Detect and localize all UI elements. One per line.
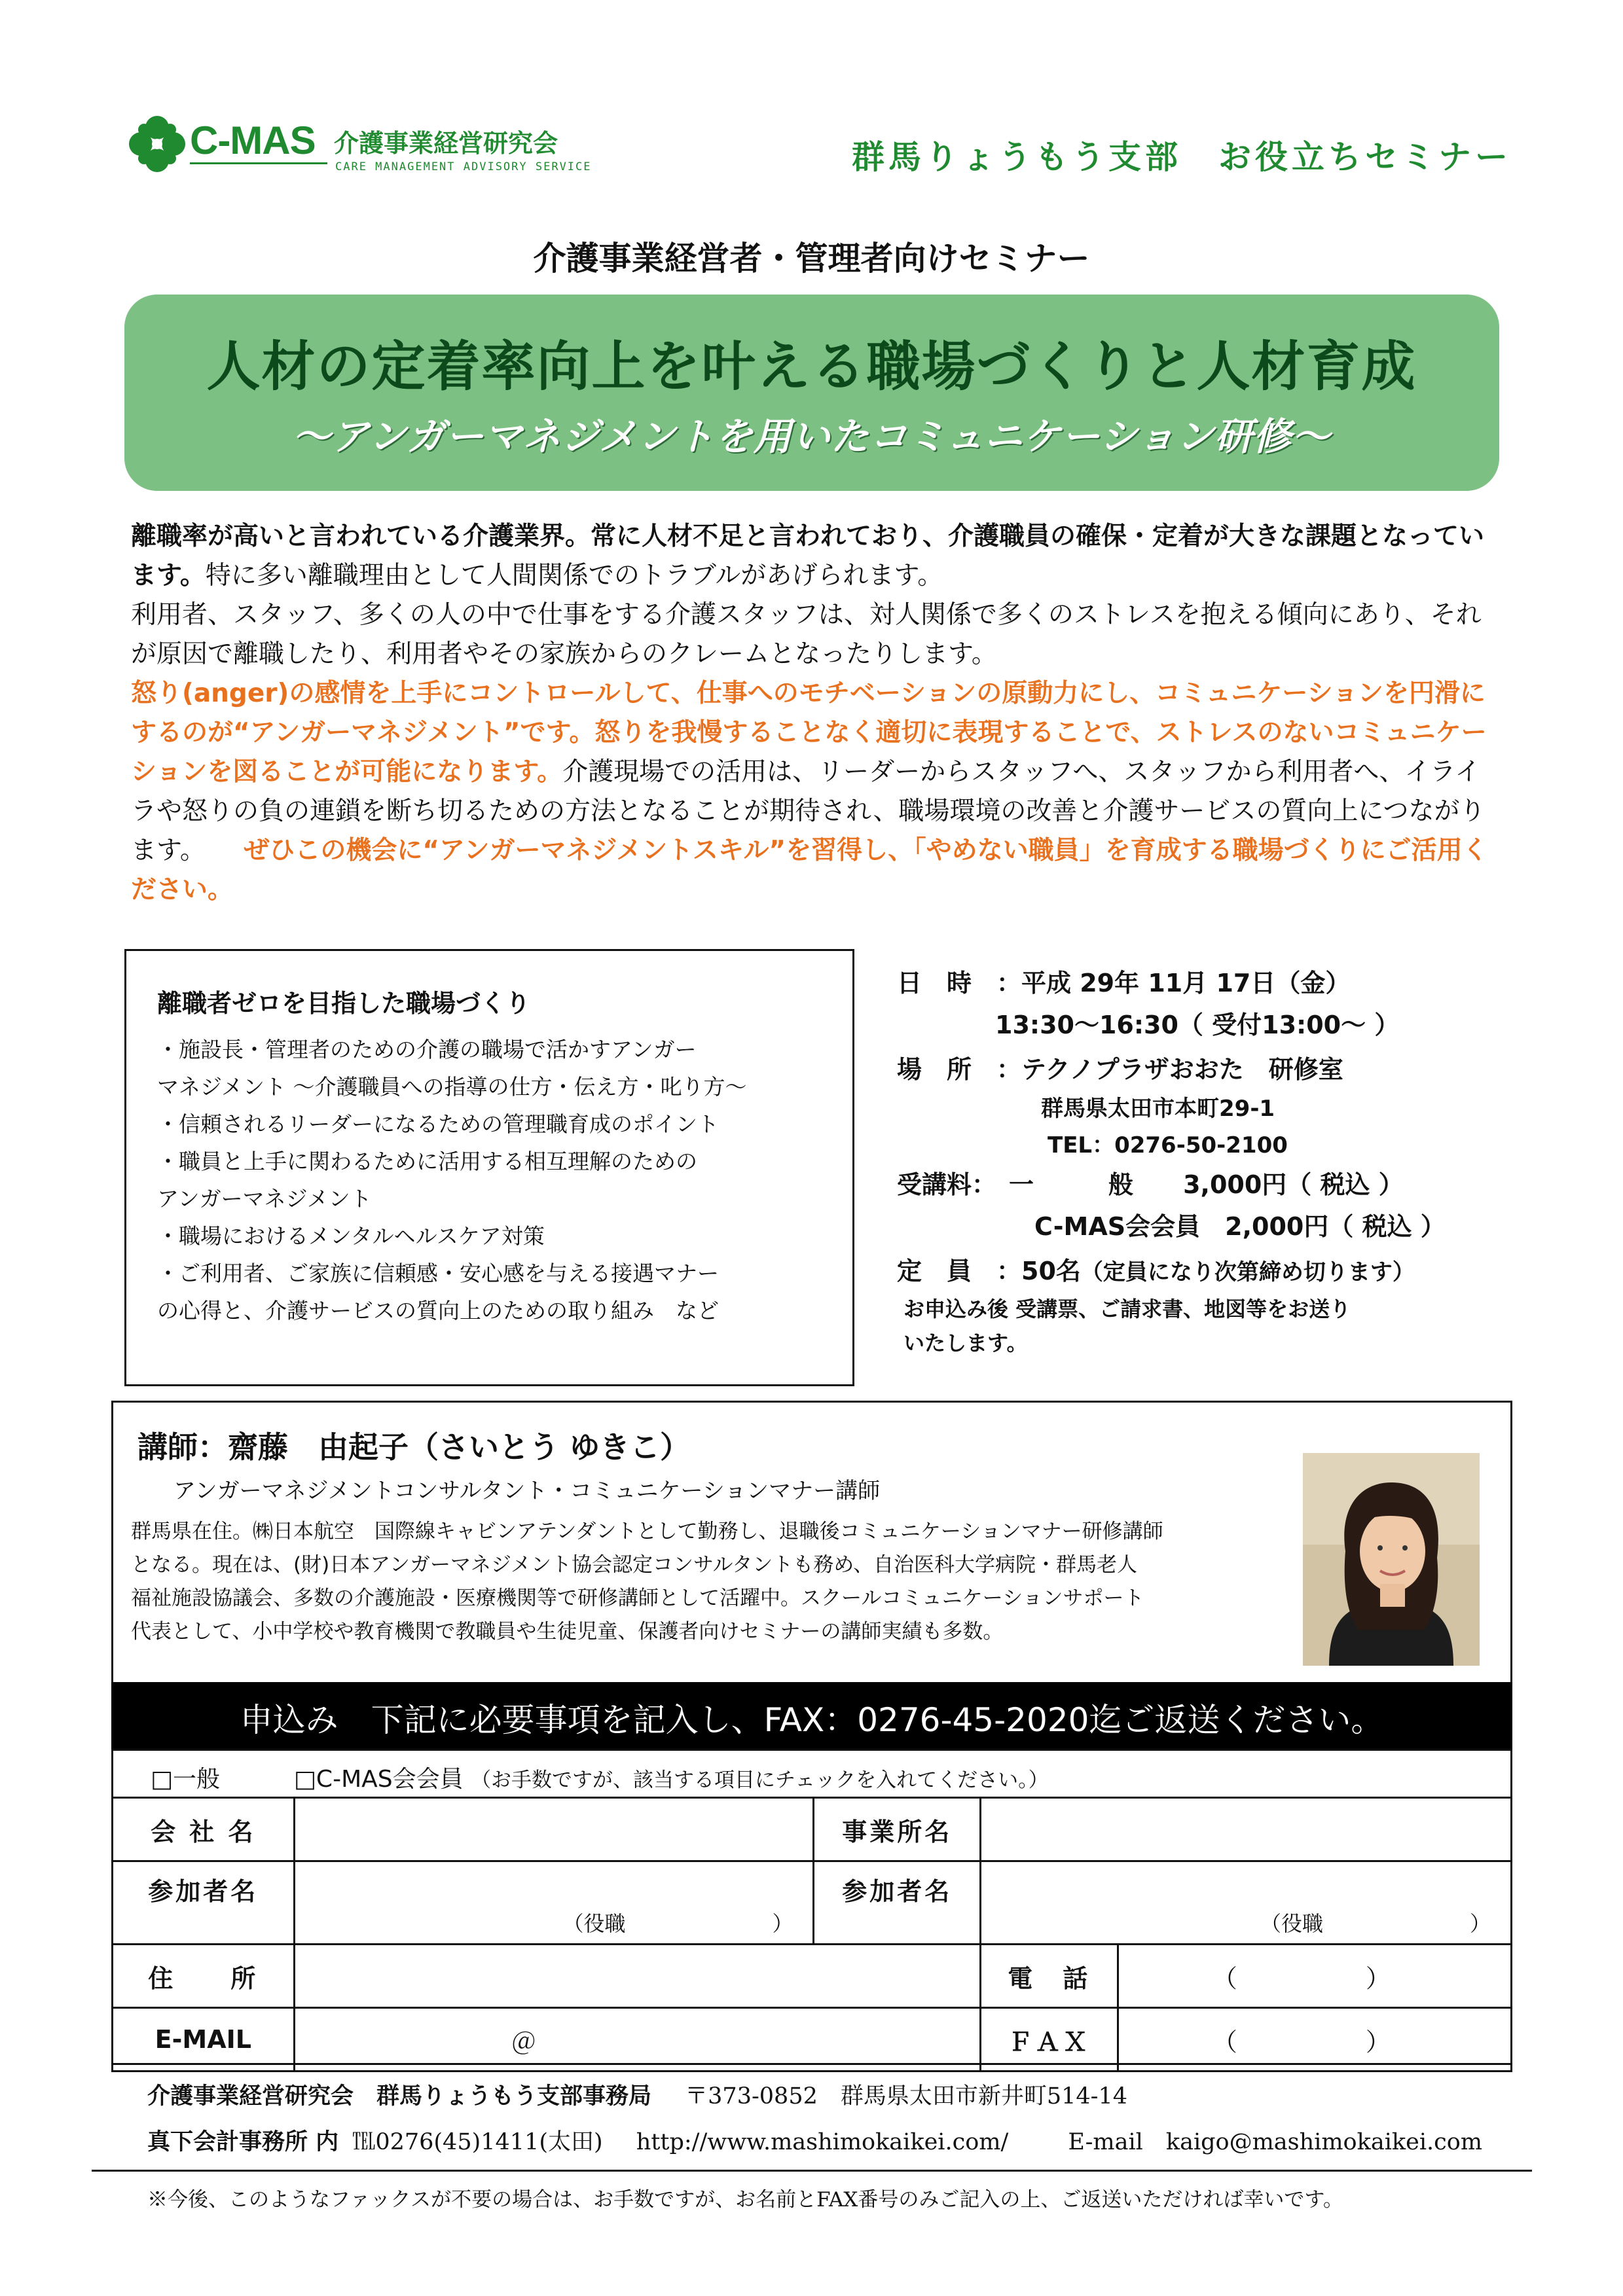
footer-email[interactable]: E-mail kaigo@mashimokaikei.com xyxy=(1068,2129,1483,2155)
bio-line: 代表として、小中学校や教育機関で教職員や生徒児童、保護者向けセミナーの講師実績も多数。 xyxy=(131,1620,1004,1643)
footer-office-address: 〒373-0852 群馬県太田市新井町514-14 xyxy=(685,2083,1128,2109)
date-label: 日 時 ： xyxy=(897,969,1022,997)
checkbox-member[interactable]: □C-MAS会会員 xyxy=(293,1766,464,1793)
event-time: 13:30～16:30（ 受付13:00～ ） xyxy=(995,1011,1400,1039)
program-line: ・職場におけるメンタルヘルスケア対策 xyxy=(157,1223,545,1249)
fax-label: ＦＡＸ xyxy=(980,2008,1118,2072)
fee-general-label: 一 般 xyxy=(1009,1170,1134,1199)
intro-p1-bold: 離職率が高いと言われている介護業界。常に人材不足と言われており、介護職員の確保・定着が大きな課題となっています。 xyxy=(131,522,1485,590)
place-address: 群馬県太田市本町29-1 xyxy=(1041,1096,1275,1122)
program-line: ・職員と上手に関わるために活用する相互理解のための xyxy=(157,1149,697,1174)
notice-line-1: お申込み後 受講票、ご請求書、地図等をお送り xyxy=(903,1297,1351,1321)
org-name-en: CARE MANAGEMENT ADVISORY SERVICE xyxy=(335,160,592,173)
cmas-logo xyxy=(124,111,592,190)
lecturer-bio xyxy=(131,1515,1283,1649)
intro-text xyxy=(131,517,1506,910)
intro-p1-rest: 特に多い離職理由として人間関係でのトラブルがあげられます。 xyxy=(205,561,943,590)
program-line: ・ご利用者、ご家族に信頼感・安心感を与える接遇マナー xyxy=(157,1261,719,1286)
email-field[interactable] xyxy=(294,2008,980,2072)
program-line: アンガーマネジメント xyxy=(157,1186,372,1211)
logo-wordmark: C-MAS xyxy=(190,118,316,162)
seminar-subtitle: ～アンガーマネジメントを用いたコミュニケーション研修～ xyxy=(292,414,1331,459)
logo-underline xyxy=(190,162,327,164)
table-row xyxy=(113,1861,1512,1945)
footer-note: ※今後、このようなファックスが不要の場合は、お手数ですが、お名前とFAX番号のみご記入の上、ご返送いただければ幸いです。 xyxy=(147,2188,1343,2212)
fee-label: 受講料： xyxy=(897,1170,985,1199)
notice-line-2: いたします。 xyxy=(903,1331,1028,1355)
fee-general: 3,000円（ 税込 ） xyxy=(1183,1170,1404,1199)
bio-line: 福祉施設協議会、多数の介護施設・医療機関等で研修講師として活躍中。スクールコミュニケーションサポート xyxy=(131,1587,1144,1610)
program-heading: 離職者ゼロを目指した職場づくり xyxy=(157,989,531,1018)
footer-divider xyxy=(92,2170,1532,2172)
apply-instructions: 申込み 下記に必要事項を記入し、FAX：0276-45-2020迄ご返送ください。 xyxy=(240,1701,1384,1739)
capacity-note: （定員になり次第締め切ります） xyxy=(1080,1259,1415,1285)
company-field[interactable] xyxy=(294,1798,814,1861)
position1: （役職 ） xyxy=(562,1911,793,1936)
office-field[interactable] xyxy=(980,1798,1511,1861)
footer-office-name: 介護事業経営研究会 群馬りょうもう支部事務局 xyxy=(147,2083,652,2109)
phone-field[interactable]: （ ） xyxy=(1118,1945,1511,2008)
place-tel: TEL：0276-50-2100 xyxy=(1048,1132,1288,1158)
form-table xyxy=(111,1797,1512,2072)
phone-label: 電 話 xyxy=(980,1945,1118,2008)
lecturer-name: 講師：齋藤 由起子（さいとう ゆきこ） xyxy=(137,1429,691,1465)
capacity-label: 定 員 ： xyxy=(897,1257,1022,1285)
program-line: マネジメント ～介護職員への指導の仕方・伝え方・叱り方～ xyxy=(157,1074,747,1100)
participant2-field[interactable] xyxy=(980,1861,1511,1945)
membership-checkboxes xyxy=(151,1761,1049,1794)
footer-contact xyxy=(147,2124,1482,2157)
participant2-label: 参加者名 xyxy=(814,1861,980,1945)
seminar-title: 人材の定着率向上を叶える職場づくりと人材育成 xyxy=(206,336,1417,398)
checkbox-note: （お手数ですが、該当する項目にチェックを入れてください。） xyxy=(471,1768,1049,1792)
intro-p3-orange2: ぜひこの機会に“アンガーマネジメントスキル”を習得し、「やめない職員」を育成する職場づくりにご活用ください。 xyxy=(131,836,1488,905)
fee-member-label: C-MAS会会員 xyxy=(1034,1212,1201,1241)
intro-p3-orange: 怒り(anger)の感情を上手にコントロールして、仕事へのモチベーションの原動力にし、コミュニケーションを円滑にするのが“アンガーマネジメント”です。怒りを我慢することなく適切に表現することで、ストレスのないコミュニケーションを図ることが可能になります。 xyxy=(131,679,1487,787)
bio-line: となる。現在は、(財)日本アンガーマネジメント協会認定コンサルタントも務め、自治医科大学病院・群馬老人 xyxy=(131,1553,1137,1577)
position2: （役職 ） xyxy=(1260,1911,1491,1936)
intro-p3-rest: 介護現場での活用は、リーダーからスタッフへ、スタッフから利用者へ、イライラや怒りの負の連鎖を断ち切るための方法となることが期待され、職場環境の改善と介護サービスの質向上につながります。 xyxy=(131,757,1486,865)
footer-office xyxy=(147,2078,1127,2111)
lecturer-role: アンガーマネジメントコンサルタント・コミュニケーションマナー講師 xyxy=(173,1478,881,1504)
program-line: の心得と、介護サービスの質向上のための取り組み など xyxy=(157,1298,719,1323)
program-line: ・信頼されるリーダーになるための管理職育成のポイント xyxy=(157,1111,719,1137)
footer-url[interactable]: http://www.mashimokaikei.com/ xyxy=(636,2129,1009,2155)
at-sign: ＠ xyxy=(511,2027,536,2056)
event-date: 平成 29年 11月 17日（金） xyxy=(1021,969,1351,997)
checkbox-general[interactable]: □一般 xyxy=(151,1766,221,1793)
table-row xyxy=(113,1945,1512,2008)
office-label: 事業所名 xyxy=(814,1798,980,1861)
address-label: 住 所 xyxy=(113,1945,295,2008)
fax-field[interactable]: （ ） xyxy=(1118,2008,1511,2072)
program-list xyxy=(157,985,851,1329)
program-line: ・施設長・管理者のための介護の職場で活かすアンガー xyxy=(157,1037,697,1062)
event-details xyxy=(897,962,1525,1360)
bio-line: 群馬県在住。㈱日本航空 国際線キャビンアテンダントとして勤務し、退職後コミュニケーションマナー研修講師 xyxy=(131,1520,1163,1543)
footer-firm: 真下会計事務所 内 xyxy=(147,2129,339,2155)
lecturer-photo xyxy=(1303,1453,1480,1666)
fee-member: 2,000円（ 税込 ） xyxy=(1225,1212,1446,1241)
seminar-audience: 介護事業経営者・管理者向けセミナー xyxy=(533,240,1090,278)
company-label: 会 社 名 xyxy=(113,1798,295,1861)
address-field[interactable] xyxy=(294,1945,980,2008)
intro-p2: 利用者、スタッフ、多くの人の中で仕事をする介護スタッフは、対人関係で多くのストレスを抱える傾向にあり、それが原因で離職したり、利用者やその家族からのクレームとなったりします。 xyxy=(131,600,1482,669)
email-label: E-MAIL xyxy=(113,2008,295,2072)
table-row xyxy=(113,1798,1512,1861)
participant1-field[interactable] xyxy=(294,1861,814,1945)
footer-tel: ℡0276(45)1411(太田) xyxy=(352,2129,603,2155)
capacity: 50名 xyxy=(1021,1257,1081,1285)
branch-title: 群馬りょうもう支部 お役立ちセミナー xyxy=(852,138,1512,176)
org-name-jp: 介護事業経営研究会 xyxy=(334,129,558,158)
table-row xyxy=(113,2008,1512,2072)
place-label: 場 所 ： xyxy=(897,1055,1022,1084)
participant1-label: 参加者名 xyxy=(113,1861,295,1945)
event-place: テクノプラザおおた 研修室 xyxy=(1021,1055,1343,1084)
clover-icon xyxy=(124,111,190,183)
